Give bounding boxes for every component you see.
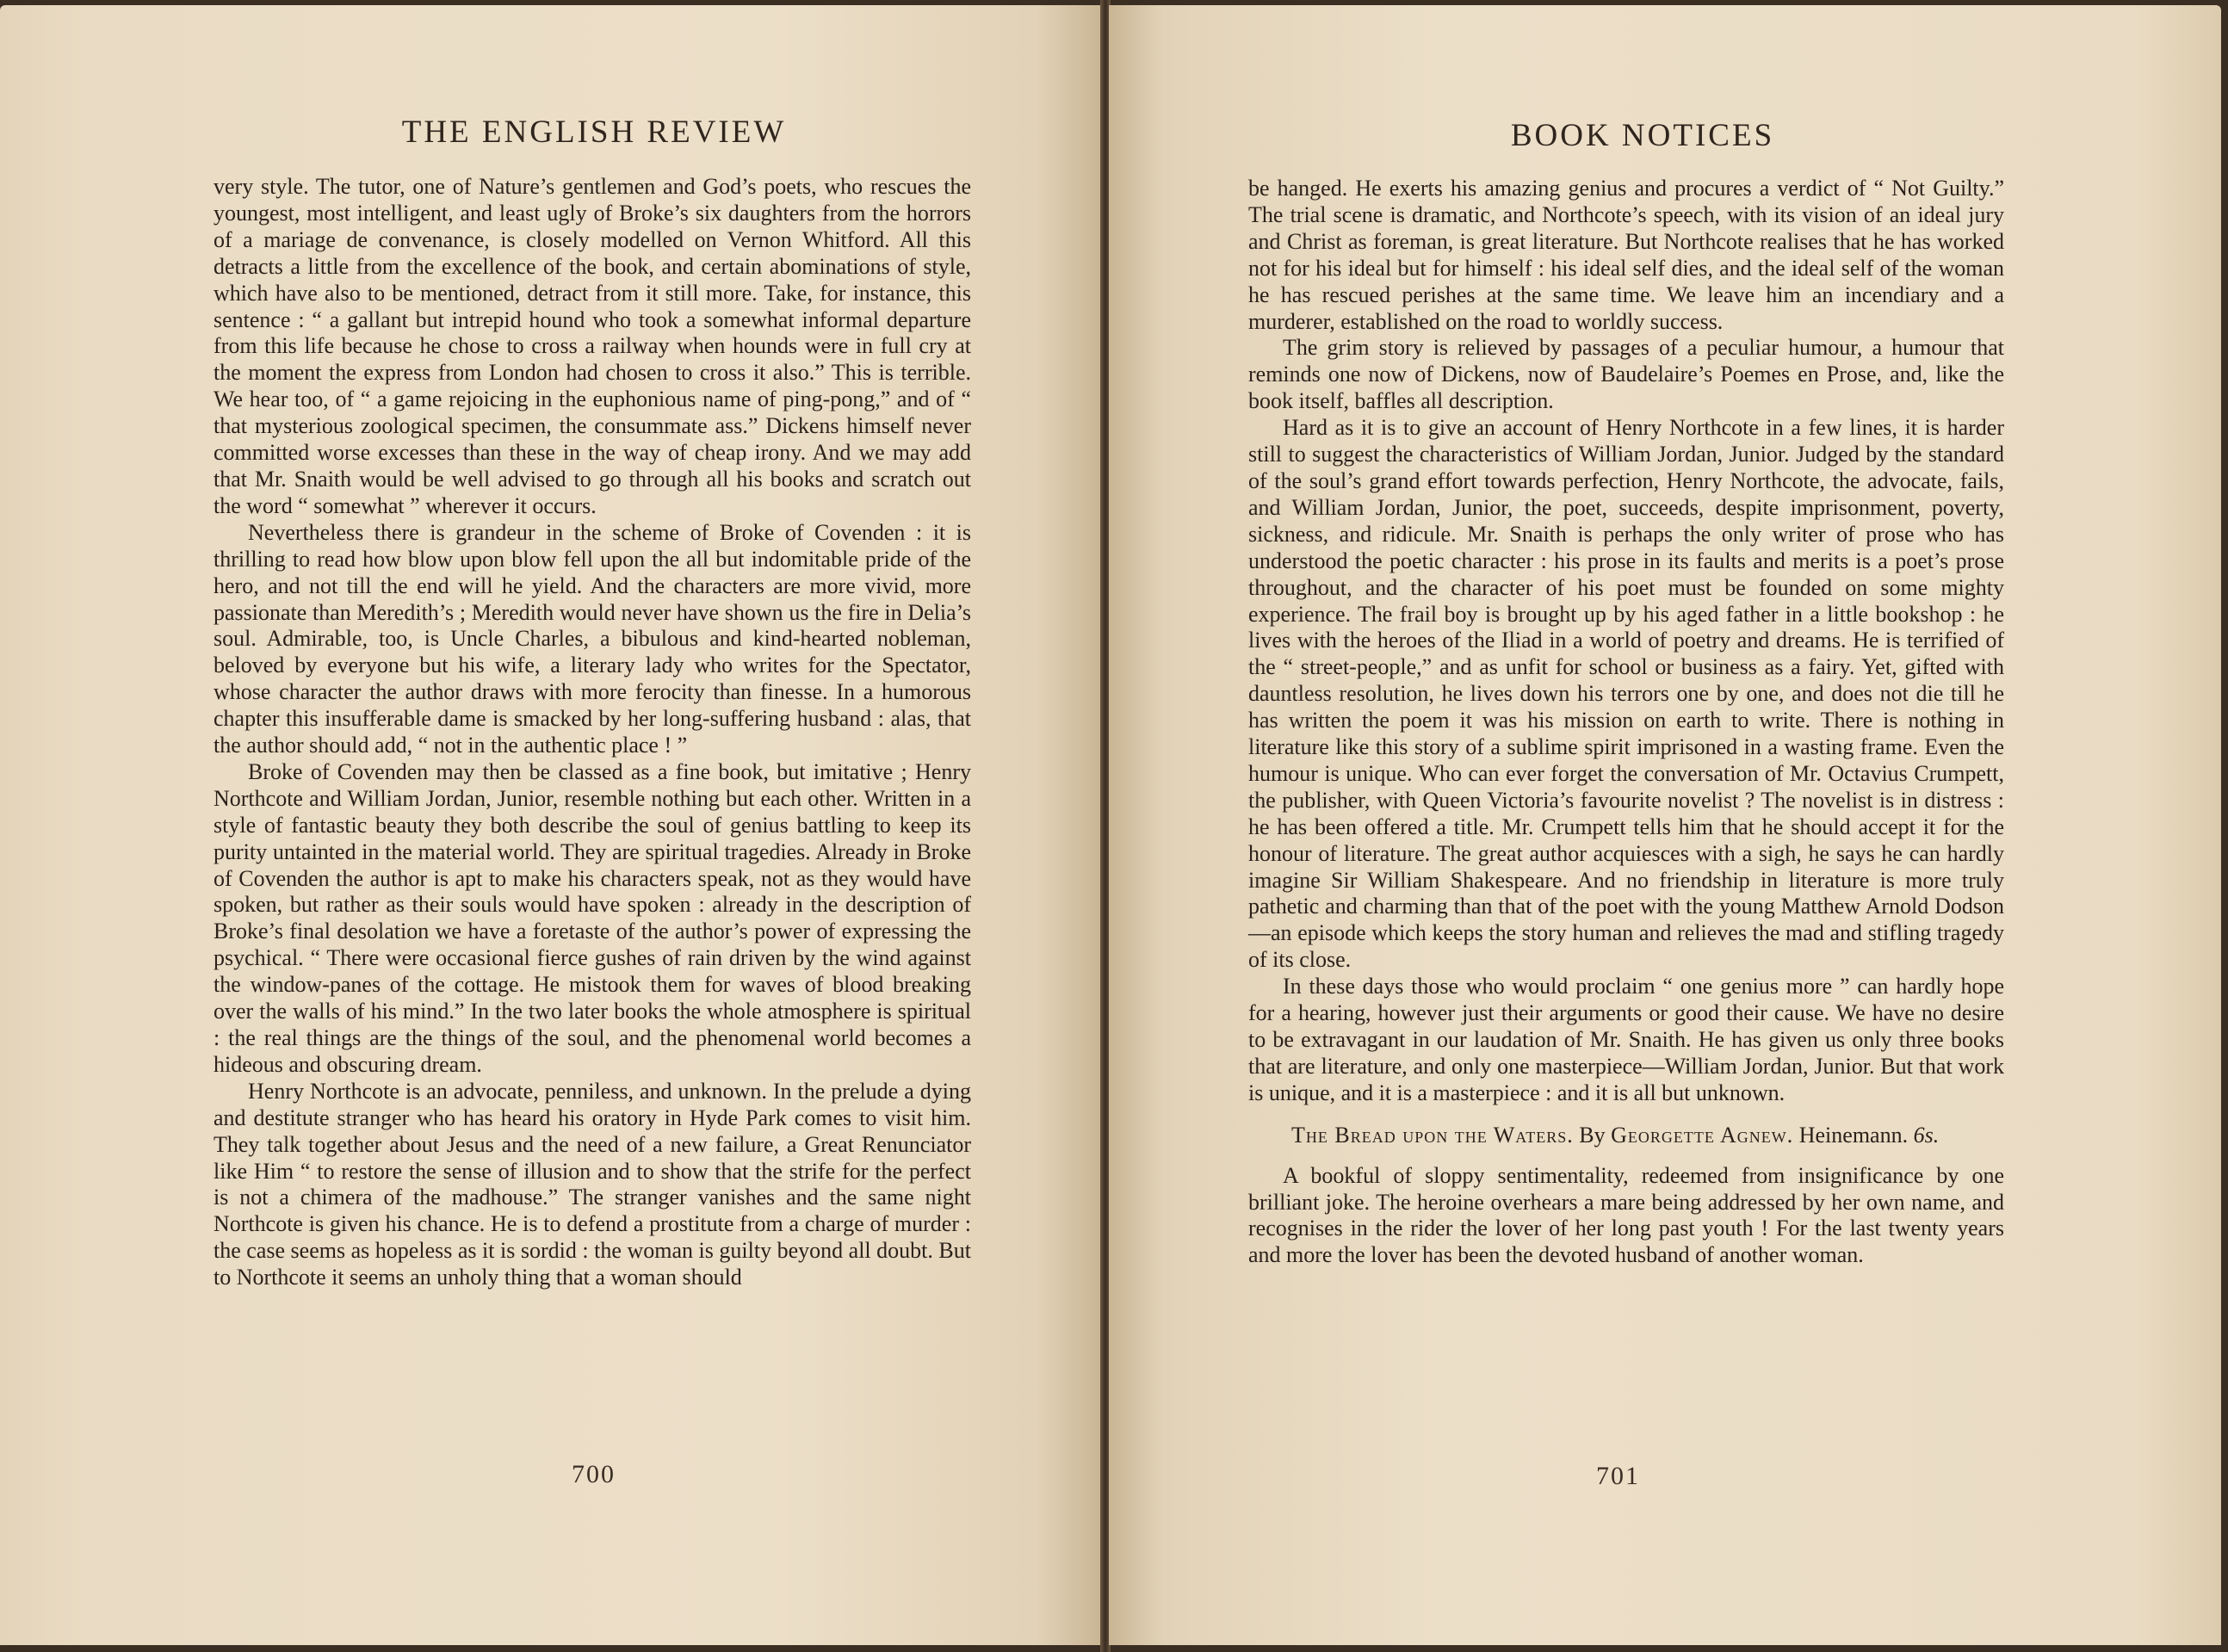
left-text-column [214,174,971,1291]
right-text-column [1248,176,2004,1269]
paragraph: very style. The tutor, one of Nature’s gentlemen and God’s poets, who rescues the youngest, most intelligent, and least ugly of Broke’s six daughters from the horrors of a mariage de convenance, is closely modelled on Vernon Whitford. All this detracts a little from the excellence of the book, and certain abominations of style, which have also to be mentioned, detract from it still more. Take, for instance, this sentence : “ a gallant but intrepid hound who took a somewhat informal departure from this life because he chose to cross a railway when hounds were in full cry at the moment the express from London had chosen to cross it also.” This is terrible. We hear too, of “ a game rejoicing in the euphonious name of ping-pong,” and of “ that mysterious zoological specimen, the consummate ass.” Dickens himself never committed worse excesses than these in the way of cheap irony. And we may add that Mr. Snaith would be well advised to go through all his books and scratch out the word “ somewhat ” wherever it occurs. [214,174,971,518]
paragraph: A bookful of sloppy sentimentality, redeemed from insignificance by one brilliant joke. The heroine overhears a mare being addressed by her own name, and recognises in the rider the lover of her long past youth ! For the last twenty years and more the lover has been the devoted husband of another woman. [1248,1162,2004,1268]
book-notice-heading [1248,1123,2004,1149]
running-head: THE ENGLISH REVIEW [401,114,787,150]
notice-author-prefix: By [1579,1122,1606,1148]
notice-title: The Bread upon the Waters. [1291,1122,1574,1148]
spacer [1248,1149,2004,1163]
notice-author: Georgette Agnew. [1611,1122,1794,1148]
notice-publisher: Heinemann. [1798,1122,1909,1148]
paragraph: In these days those who would proclaim “ one genius more ” can hardly hope for a hearing, however just their arguments or good their cause. We have no desire to be extravagant in our laudation of Mr. Snaith. He has given us only three books that are literature, and only one masterpiece—William Jordan, Junior. But that work is unique, and it is a masterpiece : and it is all but unknown. [1248,974,2004,1105]
left-page [0,5,1102,1645]
page-number: 700 [572,1460,616,1488]
paragraph: Broke of Covenden may then be classed as a fine book, but imitative ; Henry Northcote and William Jordan, Junior, resemble nothing but each other. Written in a style of fantastic beauty they both describe the soul of genius battling to keep its purity untainted in the material world. They are spiritual tragedies. Already in Broke of Covenden the author is apt to make his characters speak, not as they would have spoken, but rather as their souls would have spoken : already in the description of Broke’s final desolation we have a foretaste of the author’s power of expressing the psychical. “ There were occasional fierce gushes of rain driven by the wind against the window-panes of the cottage. He mistook them for waves of blood breaking over the walls of his mind.” In the two later books the whole atmosphere is spiritual : the real things are the things of the soul, and the phenomenal world becomes a hideous and obscuring dream. [214,758,971,1077]
running-head: BOOK NOTICES [1510,118,1775,153]
paragraph: be hanged. He exerts his amazing genius and procures a verdict of “ Not Guilty.” The trial scene is dramatic, and Northcote’s speech, with its vision of an ideal jury and Christ as foreman, is great literature. But Northcote realises that he has worked not for his ideal but for himself : his ideal self dies, and the ideal self of the woman he has rescued perishes at the same time. We leave him an incendiary and a murderer, established on the road to worldly success. [1248,176,2004,334]
page-number: 701 [1596,1462,1640,1490]
paragraph: Hard as it is to give an account of Henry Northcote in a few lines, it is harder still to suggest the characteristics of William Jordan, Junior. Judged by the standard of the soul’s grand effort towards perfection, Henry Northcote, the advocate, fails, and William Jordan, Junior, the poet, succeeds, despite imprisonment, poverty, sickness, and ridicule. Mr. Snaith is perhaps the only writer of prose who has understood the poetic character : his prose in its faults and merits is a poet’s prose throughout, and the character of his poet must be founded on some mighty experience. The frail boy is brought up by his aged father in a little bookshop : he lives with the heroes of the Iliad in a world of poetry and dreams. He is terrified of the “ street-people,” and as unfit for school or business as a fairy. Yet, gifted with dauntless resolution, he lives down his terrors one by one, and does not die till he has written the poem it was his mission on earth to write. There is nothing in literature like this story of a sublime spirit imprisoned in a wasting frame. Even the humour is unique. Who can ever forget the conversation of Mr. Octavius Crumpett, the publisher, with Queen Victoria’s favourite novelist ? The novelist is in distress : he has been offered a title. Mr. Crumpett tells him that he should accept it for the honour of literature. The great author acquiesces with a sigh, he says he can hardly imagine Sir William Shakespeare. And no friendship in literature is more truly pathetic and charming than that of the poet with the young Matthew Arnold Dodson—an episode which keeps the story human and relieves the mad and stifling tragedy of its close. [1248,415,2004,973]
right-page [1109,5,2221,1645]
notice-price: 6s. [1913,1122,1940,1148]
paragraph: Nevertheless there is grandeur in the scheme of Broke of Covenden : it is thrilling to read how blow upon blow fell upon the all but indomitable pride of the hero, and not till the end will he yield. And the characters are more vivid, more passionate than Meredith’s ; Meredith would never have shown us the fire in Delia’s soul. Admirable, too, is Uncle Charles, a bibulous and kind-hearted nobleman, beloved by everyone but his wife, a literary lady who writes for the Spectator, whose character the author draws with more ferocity than finesse. In a humorous chapter this insufferable dame is smacked by her long-suffering husband : alas, that the author should add, “ not in the authentic place ! ” [214,519,971,758]
paragraph: Henry Northcote is an advocate, penniless, and unknown. In the prelude a dying and destitute stranger who has heard his oratory in Hyde Park comes to visit him. They talk together about Jesus and the need of a new failure, a Great Renunciator like Him “ to restore the sense of illusion and to show that the strife for the perfect is not a chimera of the madhouse.” The stranger vanishes and the same night Northcote is given his chance. He is to defend a prostitute from a charge of murder : the case seems as hopeless as it is sordid : the woman is guilty beyond all doubt. But to Northcote it seems an unholy thing that a woman should [214,1078,971,1290]
paragraph: The grim story is relieved by passages of a peculiar humour, a humour that reminds one now of Dickens, now of Baudelaire’s Poemes en Prose, and, like the book itself, baffles all description. [1248,335,2004,414]
